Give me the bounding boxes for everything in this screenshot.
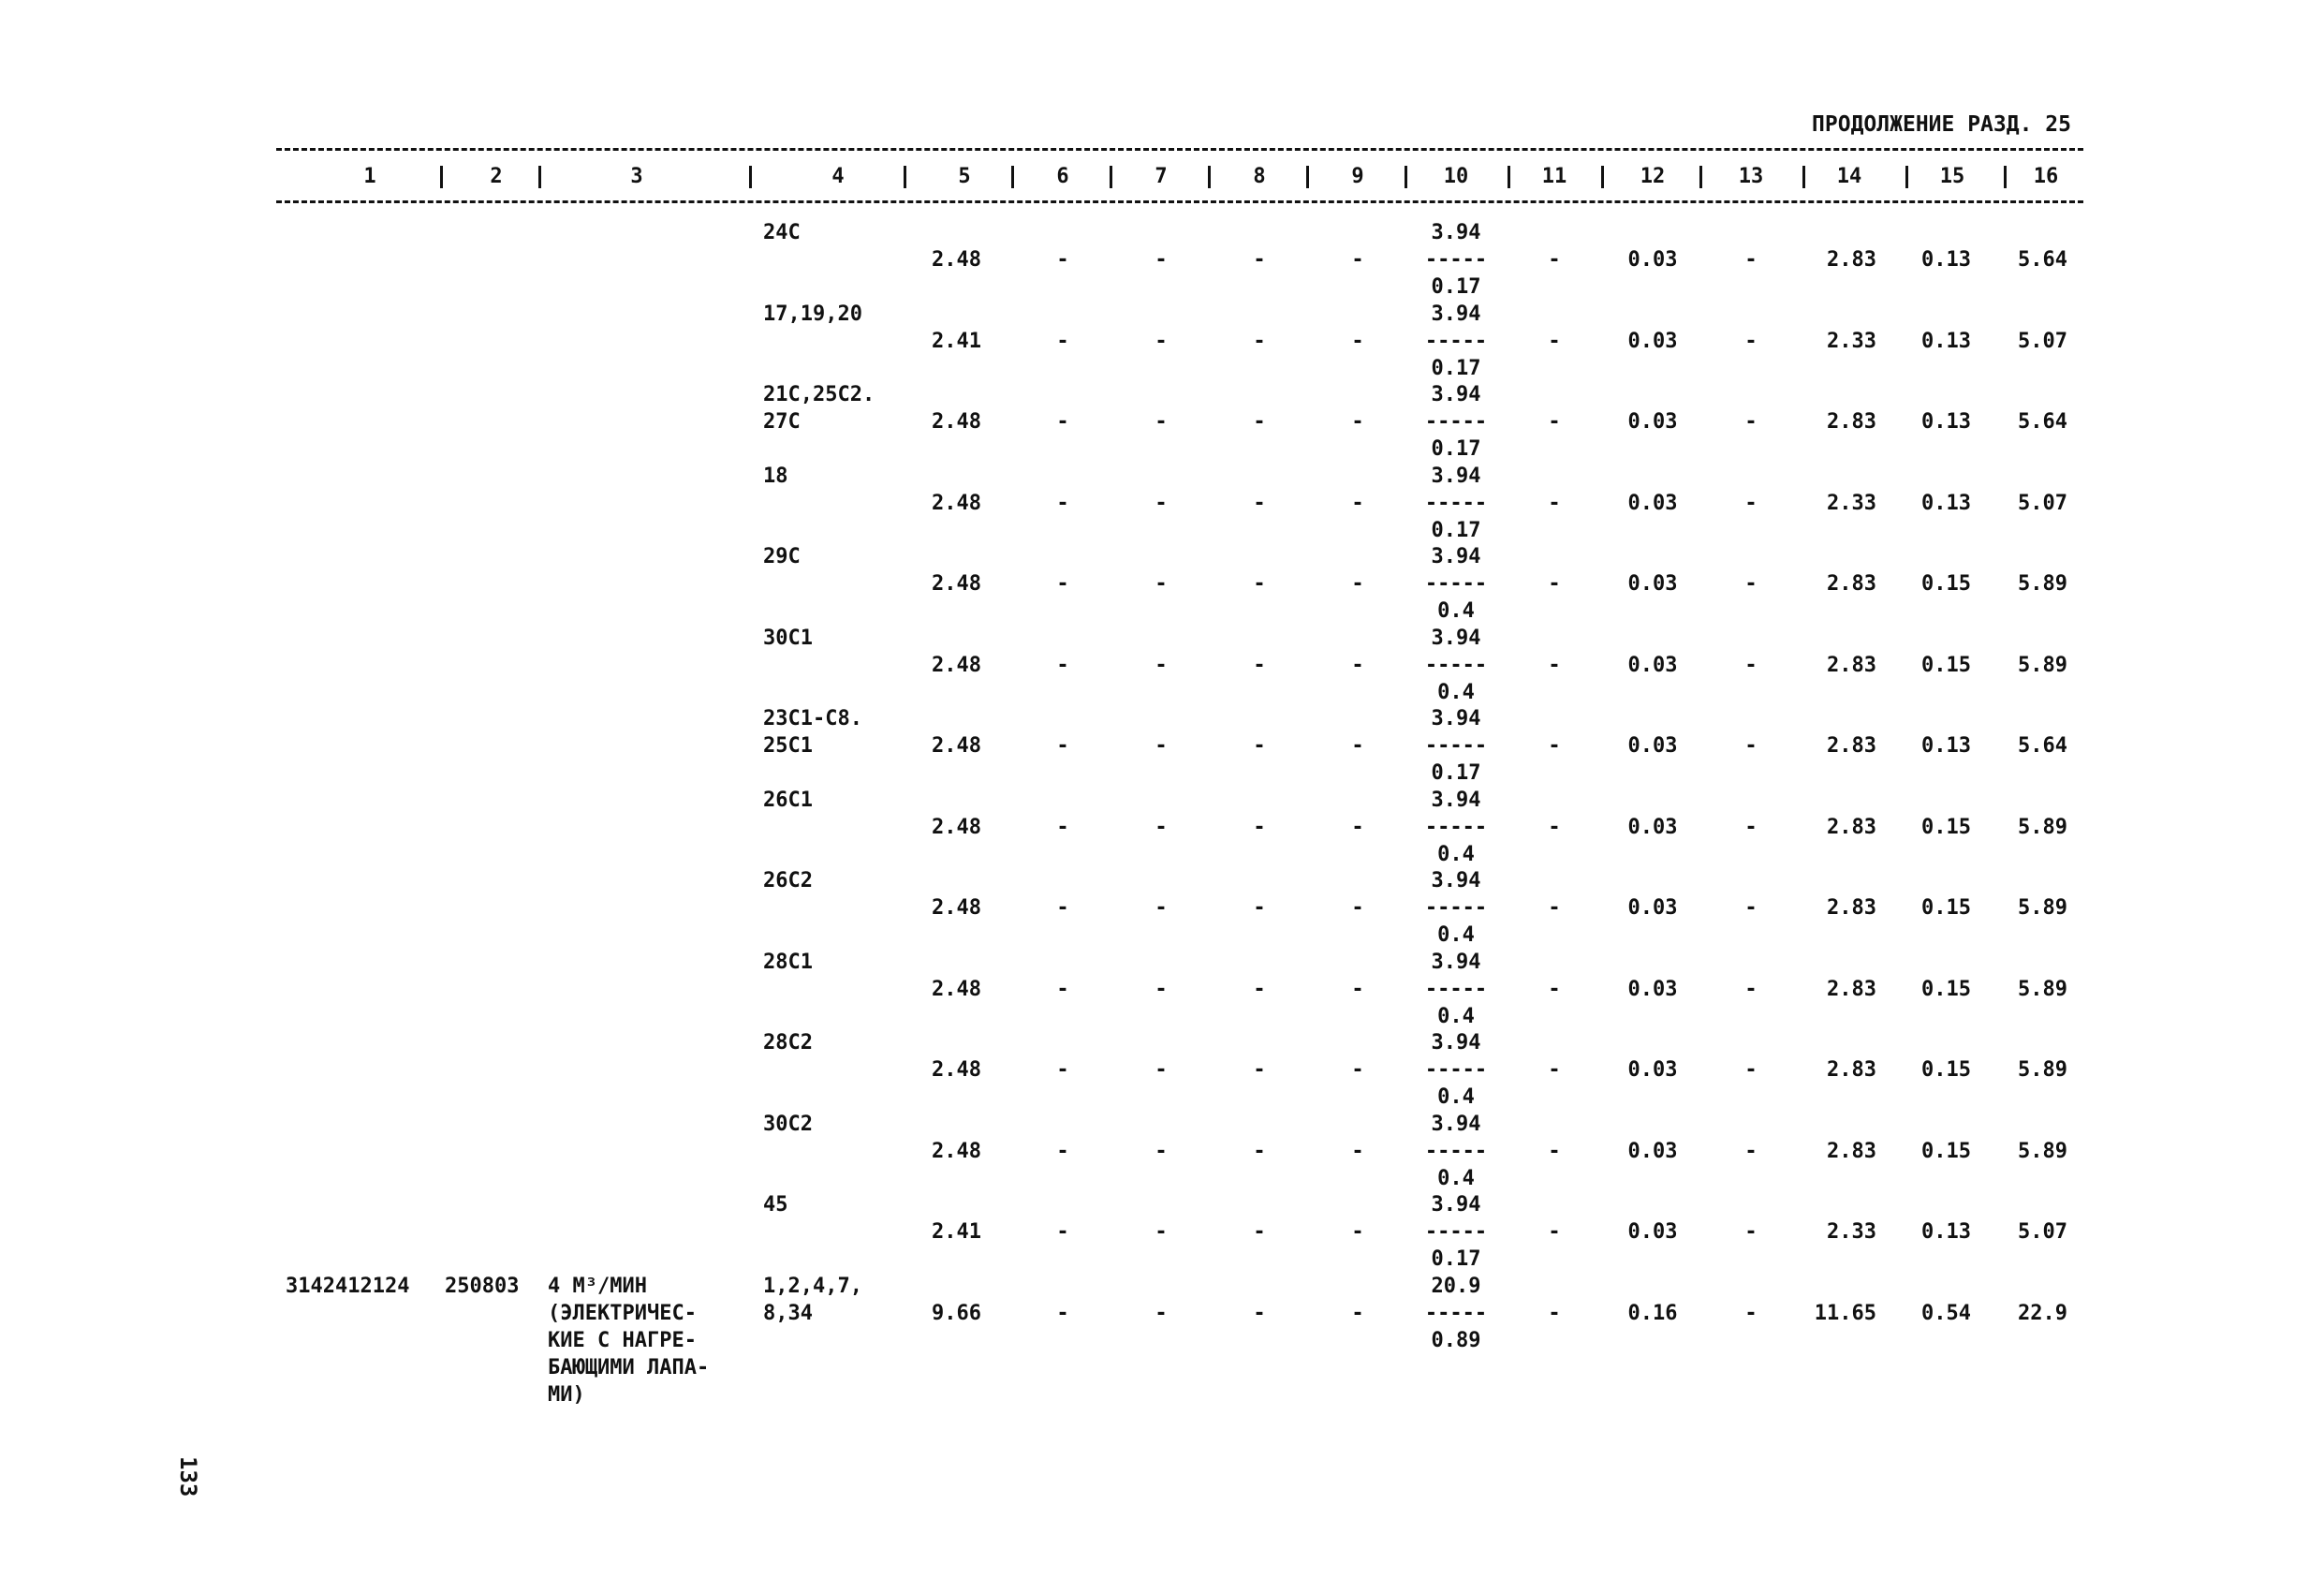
cell-c8: - (1253, 977, 1266, 1001)
fraction-bar: ----- (1424, 410, 1488, 434)
fraction-denominator: 0.17 (1431, 356, 1481, 380)
fraction-bar: ----- (1424, 1058, 1488, 1082)
cell-col14: 2.83 (1827, 734, 1876, 758)
cell-c6: - (1056, 572, 1069, 596)
fraction-bar: ----- (1424, 653, 1488, 677)
cell-col12: 0.03 (1627, 1058, 1678, 1082)
column-header: 7 (1155, 165, 1168, 188)
cell-c7: - (1155, 977, 1168, 1001)
cell-col5: 2.48 (932, 491, 981, 515)
column-separator (1405, 166, 1407, 188)
cell-col16: 5.64 (2018, 734, 2067, 758)
fraction-bar: ----- (1424, 1220, 1488, 1244)
column-header: 13 (1738, 165, 1764, 188)
cell-c7: - (1155, 1301, 1168, 1325)
column-header: 16 (2033, 165, 2059, 188)
cell-col5: 2.41 (932, 1220, 981, 1244)
fraction-denominator: 0.4 (1437, 680, 1475, 704)
fraction-numerator: 3.94 (1431, 464, 1481, 488)
cell-col5: 9.66 (932, 1301, 981, 1325)
cell-c9: - (1351, 491, 1364, 515)
column-separator (1905, 166, 1908, 188)
cell-col12: 0.03 (1627, 1139, 1678, 1163)
column-header: 15 (1939, 165, 1965, 188)
column-header: 10 (1443, 165, 1469, 188)
cell-col5: 2.48 (932, 1058, 981, 1082)
cell-col5: 2.48 (932, 410, 981, 434)
cell-c9: - (1351, 734, 1364, 758)
cell-col4: 27C (763, 410, 801, 434)
cell-c6: - (1056, 1139, 1069, 1163)
cell-c8: - (1253, 1139, 1266, 1163)
cell-col13: - (1744, 410, 1758, 434)
column-separator (904, 166, 906, 188)
cell-col12: 0.03 (1627, 815, 1678, 839)
cell-col4: 28C2 (763, 1031, 813, 1055)
column-header: 2 (490, 165, 503, 188)
cell-col4: 29C (763, 545, 801, 568)
cell-c6: - (1056, 653, 1069, 677)
cell-c9: - (1351, 1139, 1364, 1163)
cell-col11: - (1548, 896, 1561, 920)
cell-col5: 2.48 (932, 653, 981, 677)
cell-col12: 0.03 (1627, 572, 1678, 596)
cell-col13: - (1744, 815, 1758, 839)
cell-c7: - (1155, 896, 1168, 920)
cell-col14: 2.83 (1827, 572, 1876, 596)
cell-col12: 0.03 (1627, 734, 1678, 758)
cell-col14: 2.33 (1827, 1220, 1876, 1244)
fraction-numerator: 3.94 (1431, 221, 1481, 244)
cell-col14: 2.83 (1827, 977, 1876, 1001)
fraction-numerator: 3.94 (1431, 869, 1481, 892)
cell-c6: - (1056, 248, 1069, 272)
fraction-bar: ----- (1424, 1139, 1488, 1163)
fraction-denominator: 0.17 (1431, 518, 1481, 542)
cell-col15: 0.13 (1921, 734, 1971, 758)
cell-col4: 17,19,20 (763, 302, 862, 326)
cell-col15: 0.54 (1921, 1301, 1971, 1325)
cell-c8: - (1253, 1301, 1266, 1325)
cell-c7: - (1155, 410, 1168, 434)
cell-c7: - (1155, 572, 1168, 596)
cell-col16: 5.64 (2018, 410, 2067, 434)
column-header: 4 (831, 165, 845, 188)
cell-col15: 0.15 (1921, 1058, 1971, 1082)
column-separator (1699, 166, 1702, 188)
fraction-numerator: 3.94 (1431, 626, 1481, 650)
cell-col4: 30C2 (763, 1112, 813, 1136)
fraction-numerator: 3.94 (1431, 383, 1481, 406)
cell-c7: - (1155, 1220, 1168, 1244)
fraction-numerator: 3.94 (1431, 302, 1481, 326)
cell-col3: МИ) (548, 1382, 585, 1407)
cell-col13: - (1744, 653, 1758, 677)
cell-c6: - (1056, 815, 1069, 839)
cell-c9: - (1351, 1058, 1364, 1082)
cell-col12: 0.03 (1627, 977, 1678, 1001)
column-separator (1306, 166, 1309, 188)
cell-col16: 5.89 (2018, 572, 2067, 596)
column-header: 14 (1836, 165, 1862, 188)
cell-c9: - (1351, 815, 1364, 839)
cell-c7: - (1155, 248, 1168, 272)
fraction-denominator: 0.4 (1437, 842, 1475, 866)
cell-col5: 2.48 (932, 248, 981, 272)
cell-c9: - (1351, 1220, 1364, 1244)
cell-col14: 11.65 (1814, 1301, 1876, 1325)
cell-c8: - (1253, 1220, 1266, 1244)
cell-c6: - (1056, 896, 1069, 920)
cell-c9: - (1351, 1301, 1364, 1325)
cell-col12: 0.03 (1627, 410, 1678, 434)
fraction-bar: ----- (1424, 491, 1488, 515)
fraction-denominator: 0.4 (1437, 599, 1475, 623)
cell-col4: 23C1-C8. (763, 707, 862, 730)
cell-col14: 2.83 (1827, 896, 1876, 920)
cell-col12: 0.03 (1627, 329, 1678, 353)
cell-col4: 30C1 (763, 626, 813, 650)
fraction-numerator: 3.94 (1431, 788, 1481, 812)
cell-col16: 22.9 (2018, 1301, 2067, 1325)
header-top-rule (276, 148, 2083, 151)
column-separator (1508, 166, 1510, 188)
column-header: 11 (1541, 165, 1567, 188)
cell-c6: - (1056, 977, 1069, 1001)
cell-col16: 5.89 (2018, 896, 2067, 920)
cell-col11: - (1548, 491, 1561, 515)
cell-col13: - (1744, 1058, 1758, 1082)
page-header-title: ПРОДОЛЖЕНИЕ РАЗД. 25 (1812, 112, 2071, 137)
cell-c8: - (1253, 329, 1266, 353)
cell-col12: 0.03 (1627, 653, 1678, 677)
cell-c9: - (1351, 572, 1364, 596)
cell-c7: - (1155, 1058, 1168, 1082)
cell-col1: 3142412124 (286, 1274, 410, 1298)
cell-c6: - (1056, 1220, 1069, 1244)
cell-col15: 0.15 (1921, 1139, 1971, 1163)
column-header: 5 (958, 165, 971, 188)
cell-col11: - (1548, 572, 1561, 596)
column-separator (1802, 166, 1805, 188)
cell-col11: - (1548, 734, 1561, 758)
cell-c8: - (1253, 248, 1266, 272)
cell-col16: 5.89 (2018, 815, 2067, 839)
cell-col3: 4 М³/МИН (548, 1274, 647, 1298)
cell-c9: - (1351, 896, 1364, 920)
cell-col12: 0.16 (1627, 1301, 1678, 1325)
cell-c7: - (1155, 815, 1168, 839)
fraction-denominator: 0.17 (1431, 1247, 1481, 1271)
cell-col13: - (1744, 491, 1758, 515)
fraction-bar: ----- (1424, 329, 1488, 353)
fraction-bar: ----- (1424, 1301, 1488, 1325)
fraction-bar: ----- (1424, 815, 1488, 839)
cell-c9: - (1351, 977, 1364, 1001)
cell-c8: - (1253, 896, 1266, 920)
cell-c9: - (1351, 248, 1364, 272)
cell-col16: 5.07 (2018, 329, 2067, 353)
fraction-numerator: 3.94 (1431, 950, 1481, 974)
cell-c8: - (1253, 815, 1266, 839)
cell-col11: - (1548, 1301, 1561, 1325)
cell-col16: 5.89 (2018, 653, 2067, 677)
column-separator (538, 166, 541, 188)
cell-col4: 28C1 (763, 950, 813, 974)
cell-col4: 45 (763, 1193, 788, 1217)
fraction-denominator: 0.4 (1437, 1085, 1475, 1109)
cell-col15: 0.13 (1921, 1220, 1971, 1244)
fraction-numerator: 3.94 (1431, 1031, 1481, 1055)
cell-col14: 2.83 (1827, 248, 1876, 272)
cell-c9: - (1351, 410, 1364, 434)
cell-c8: - (1253, 572, 1266, 596)
fraction-denominator: 0.89 (1431, 1328, 1481, 1352)
cell-col5: 2.48 (932, 896, 981, 920)
cell-c9: - (1351, 653, 1364, 677)
cell-c8: - (1253, 734, 1266, 758)
fraction-denominator: 0.17 (1431, 275, 1481, 299)
column-separator (749, 166, 752, 188)
cell-col13: - (1744, 1220, 1758, 1244)
fraction-denominator: 0.17 (1431, 761, 1481, 785)
cell-c8: - (1253, 491, 1266, 515)
column-separator (2004, 166, 2007, 188)
cell-col15: 0.13 (1921, 248, 1971, 272)
header-bottom-rule (276, 200, 2083, 203)
cell-col2: 250803 (445, 1274, 520, 1298)
cell-col15: 0.15 (1921, 815, 1971, 839)
cell-col12: 0.03 (1627, 896, 1678, 920)
fraction-numerator: 3.94 (1431, 707, 1481, 730)
cell-col15: 0.15 (1921, 653, 1971, 677)
cell-c7: - (1155, 1139, 1168, 1163)
cell-col16: 5.64 (2018, 248, 2067, 272)
cell-col5: 2.41 (932, 329, 981, 353)
cell-col13: - (1744, 329, 1758, 353)
column-separator (1011, 166, 1014, 188)
cell-col4: 1,2,4,7, (763, 1274, 862, 1298)
cell-col4: 25C1 (763, 734, 813, 758)
cell-col15: 0.15 (1921, 896, 1971, 920)
cell-col13: - (1744, 1301, 1758, 1325)
cell-c8: - (1253, 653, 1266, 677)
column-header: 12 (1640, 165, 1666, 188)
page-number: 133 (175, 1456, 201, 1497)
cell-col13: - (1744, 896, 1758, 920)
cell-col3: КИЕ С НАГРЕ- (548, 1328, 697, 1352)
column-separator (440, 166, 443, 188)
cell-col11: - (1548, 1139, 1561, 1163)
cell-col12: 0.03 (1627, 248, 1678, 272)
fraction-numerator: 3.94 (1431, 1193, 1481, 1217)
cell-col16: 5.07 (2018, 491, 2067, 515)
fraction-bar: ----- (1424, 977, 1488, 1001)
cell-c6: - (1056, 1058, 1069, 1082)
cell-col5: 2.48 (932, 815, 981, 839)
cell-c9: - (1351, 329, 1364, 353)
cell-col14: 2.33 (1827, 491, 1876, 515)
cell-col14: 2.83 (1827, 1139, 1876, 1163)
fraction-bar: ----- (1424, 734, 1488, 758)
fraction-denominator: 0.4 (1437, 1004, 1475, 1028)
cell-c7: - (1155, 491, 1168, 515)
cell-col13: - (1744, 248, 1758, 272)
cell-col13: - (1744, 572, 1758, 596)
column-header: 3 (630, 165, 643, 188)
fraction-bar: ----- (1424, 572, 1488, 596)
cell-col11: - (1548, 815, 1561, 839)
fraction-denominator: 0.17 (1431, 437, 1481, 461)
column-header: 6 (1056, 165, 1069, 188)
column-header: 1 (363, 165, 376, 188)
cell-col14: 2.83 (1827, 1058, 1876, 1082)
column-separator (1110, 166, 1112, 188)
cell-col11: - (1548, 653, 1561, 677)
cell-c6: - (1056, 734, 1069, 758)
cell-c8: - (1253, 1058, 1266, 1082)
cell-col13: - (1744, 1139, 1758, 1163)
cell-col15: 0.13 (1921, 491, 1971, 515)
cell-col14: 2.83 (1827, 815, 1876, 839)
cell-col11: - (1548, 977, 1561, 1001)
cell-col15: 0.15 (1921, 572, 1971, 596)
cell-col14: 2.83 (1827, 653, 1876, 677)
fraction-denominator: 0.4 (1437, 1166, 1475, 1190)
cell-col5: 2.48 (932, 977, 981, 1001)
column-header: 9 (1351, 165, 1364, 188)
cell-col11: - (1548, 410, 1561, 434)
cell-col14: 2.33 (1827, 329, 1876, 353)
cell-col4: 8,34 (763, 1301, 813, 1325)
cell-col11: - (1548, 1058, 1561, 1082)
cell-col3: БАЮЩИМИ ЛАПА- (548, 1355, 710, 1379)
cell-col4: 26C1 (763, 788, 813, 812)
cell-col5: 2.48 (932, 1139, 981, 1163)
cell-col15: 0.15 (1921, 977, 1971, 1001)
cell-col4: 26C2 (763, 869, 813, 892)
cell-col16: 5.89 (2018, 1139, 2067, 1163)
column-header: 8 (1253, 165, 1266, 188)
cell-col5: 2.48 (932, 572, 981, 596)
cell-c7: - (1155, 329, 1168, 353)
cell-col16: 5.07 (2018, 1220, 2067, 1244)
cell-col14: 2.83 (1827, 410, 1876, 434)
fraction-numerator: 3.94 (1431, 545, 1481, 568)
fraction-numerator: 3.94 (1431, 1112, 1481, 1136)
cell-col4: 21C,25C2. (763, 383, 875, 406)
cell-col11: - (1548, 329, 1561, 353)
cell-col16: 5.89 (2018, 977, 2067, 1001)
column-separator (1601, 166, 1604, 188)
fraction-denominator: 0.4 (1437, 923, 1475, 947)
cell-c7: - (1155, 734, 1168, 758)
fraction-bar: ----- (1424, 896, 1488, 920)
cell-col5: 2.48 (932, 734, 981, 758)
cell-col11: - (1548, 248, 1561, 272)
cell-col13: - (1744, 977, 1758, 1001)
cell-col15: 0.13 (1921, 410, 1971, 434)
fraction-bar: ----- (1424, 248, 1488, 272)
cell-col16: 5.89 (2018, 1058, 2067, 1082)
cell-col13: - (1744, 734, 1758, 758)
cell-col4: 18 (763, 464, 788, 488)
cell-col11: - (1548, 1220, 1561, 1244)
cell-col4: 24C (763, 221, 801, 244)
cell-col15: 0.13 (1921, 329, 1971, 353)
cell-col12: 0.03 (1627, 1220, 1678, 1244)
cell-col3: (ЭЛЕКТРИЧЕС- (548, 1301, 697, 1325)
cell-c6: - (1056, 491, 1069, 515)
fraction-numerator: 20.9 (1431, 1274, 1481, 1298)
cell-c8: - (1253, 410, 1266, 434)
cell-c6: - (1056, 1301, 1069, 1325)
column-separator (1208, 166, 1211, 188)
cell-col12: 0.03 (1627, 491, 1678, 515)
cell-c6: - (1056, 329, 1069, 353)
cell-c6: - (1056, 410, 1069, 434)
cell-c7: - (1155, 653, 1168, 677)
